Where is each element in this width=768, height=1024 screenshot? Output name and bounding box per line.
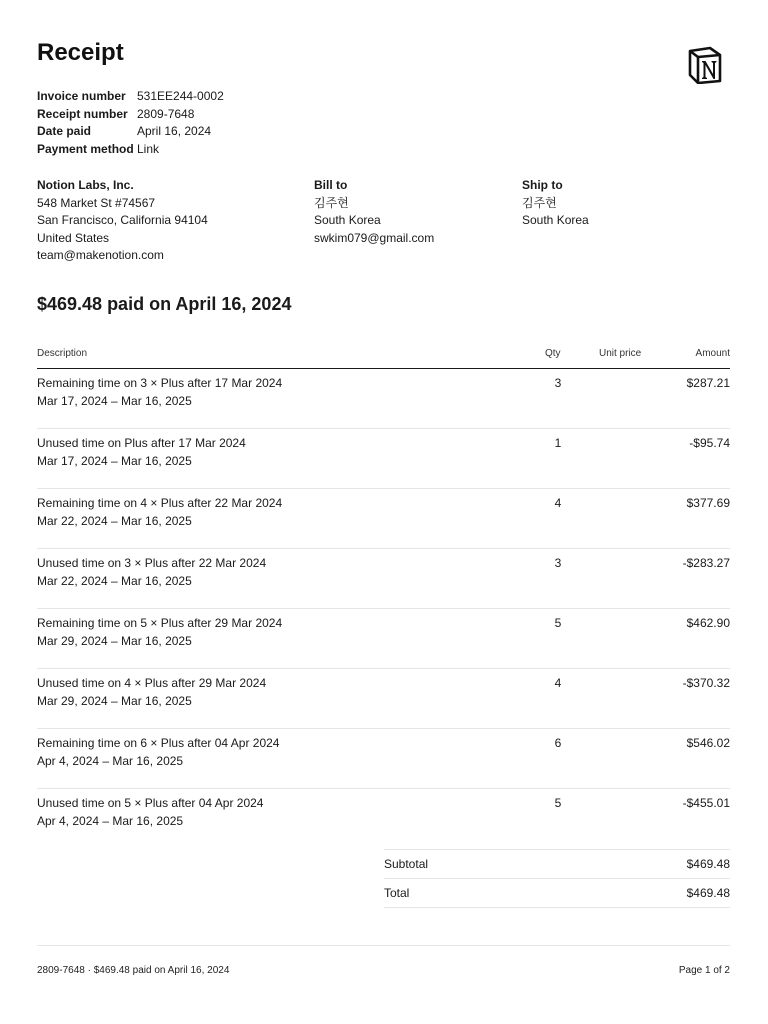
item-qty: 4	[554, 496, 562, 510]
receipt-meta	[37, 88, 224, 158]
item-amount: -$95.74	[689, 436, 730, 450]
meta-label: Receipt number	[37, 106, 128, 121]
item-amount: -$283.27	[682, 556, 730, 570]
item-title: Remaining time on 6 × Plus after 04 Apr 2024	[37, 736, 280, 750]
bill-to-heading: Bill to	[314, 178, 348, 192]
meta-row-date-paid	[37, 123, 224, 141]
item-amount: $377.69	[686, 496, 730, 510]
item-amount: -$455.01	[682, 796, 730, 810]
notion-logo-icon	[687, 46, 723, 84]
item-period: Apr 4, 2024 – Mar 16, 2025	[37, 753, 184, 768]
item-description	[37, 735, 279, 770]
address-line: San Francisco, California 94104	[37, 213, 208, 228]
table-row	[37, 728, 730, 788]
amount-paid-heading: $469.48 paid on April 16, 2024	[37, 294, 292, 314]
seller-email: team@makenotion.com	[37, 248, 164, 263]
table-row	[37, 548, 730, 608]
item-period: Apr 4, 2024 – Mar 16, 2025	[37, 813, 184, 828]
item-qty: 6	[554, 736, 562, 750]
table-row	[37, 428, 730, 488]
item-period: Mar 17, 2024 – Mar 16, 2025	[37, 453, 192, 468]
header-amount: Amount	[695, 348, 730, 359]
total-value: $469.48	[686, 886, 730, 900]
bill-to-email: swkim079@gmail.com	[314, 230, 435, 245]
item-period: Mar 29, 2024 – Mar 16, 2025	[37, 633, 192, 648]
footer-page-number: Page 1 of 2	[678, 965, 730, 976]
item-qty: 3	[554, 376, 562, 390]
item-title: Unused time on 5 × Plus after 04 Apr 2024	[37, 796, 264, 810]
item-amount: $546.02	[686, 736, 730, 750]
subtotal-label: Subtotal	[384, 857, 429, 871]
meta-value: 531EE244-0002	[137, 89, 224, 103]
item-period: Mar 29, 2024 – Mar 16, 2025	[37, 693, 192, 708]
item-period: Mar 17, 2024 – Mar 16, 2025	[37, 393, 192, 408]
meta-row-invoice	[37, 88, 224, 106]
meta-label: Payment method	[37, 141, 134, 156]
meta-value: Link	[137, 141, 160, 156]
header-qty: Qty	[545, 348, 561, 359]
meta-value: 2809-7648	[137, 106, 195, 121]
item-description	[37, 375, 282, 410]
total-label: Total	[384, 886, 410, 900]
totals-block	[384, 849, 730, 908]
table-row	[37, 668, 730, 728]
footer-divider	[37, 945, 730, 946]
item-title: Remaining time on 4 × Plus after 22 Mar 2024	[37, 496, 283, 510]
item-title: Unused time on 4 × Plus after 29 Mar 2024	[37, 676, 267, 690]
header-description: Description	[37, 348, 88, 359]
item-period: Mar 22, 2024 – Mar 16, 2025	[37, 573, 192, 588]
table-row	[37, 369, 730, 428]
seller-name: Notion Labs, Inc.	[37, 178, 134, 192]
bill-to-address	[314, 177, 434, 247]
line-items-table	[37, 340, 730, 848]
total-row	[384, 878, 730, 908]
seller-address	[37, 177, 208, 265]
address-line: 김주현	[314, 195, 349, 210]
item-title: Remaining time on 5 × Plus after 29 Mar 2024	[37, 616, 283, 630]
item-qty: 3	[554, 556, 562, 570]
item-amount: $287.21	[686, 376, 730, 390]
item-description	[37, 615, 282, 650]
item-qty: 4	[554, 676, 562, 690]
item-period: Mar 22, 2024 – Mar 16, 2025	[37, 513, 192, 528]
table-header	[37, 340, 730, 369]
meta-row-payment-method	[37, 141, 224, 159]
item-title: Unused time on Plus after 17 Mar 2024	[37, 436, 246, 450]
address-line: 김주현	[522, 195, 557, 210]
footer-summary: 2809-7648 · $469.48 paid on April 16, 2024	[37, 965, 230, 976]
address-line: South Korea	[522, 213, 589, 228]
item-amount: -$370.32	[682, 676, 730, 690]
item-qty: 5	[554, 796, 562, 810]
meta-label: Date paid	[37, 124, 92, 139]
table-row	[37, 488, 730, 548]
meta-row-receipt	[37, 106, 224, 124]
item-amount: $462.90	[686, 616, 730, 630]
table-row	[37, 788, 730, 848]
meta-label: Invoice number	[37, 89, 126, 103]
header-unit-price: Unit price	[599, 348, 642, 359]
item-description	[37, 795, 263, 830]
ship-to-heading: Ship to	[522, 178, 563, 192]
address-line: South Korea	[314, 213, 381, 228]
item-title: Unused time on 3 × Plus after 22 Mar 2024	[37, 556, 267, 570]
meta-value: April 16, 2024	[137, 124, 212, 139]
item-description	[37, 435, 246, 470]
item-description	[37, 555, 266, 590]
subtotal-row	[384, 849, 730, 878]
address-line: United States	[37, 230, 110, 245]
subtotal-value: $469.48	[686, 857, 730, 871]
item-qty: 1	[554, 436, 562, 450]
item-description	[37, 675, 266, 710]
table-body	[37, 369, 730, 848]
item-title: Remaining time on 3 × Plus after 17 Mar 2024	[37, 376, 283, 390]
table-row	[37, 608, 730, 668]
ship-to-address	[522, 177, 589, 230]
item-qty: 5	[554, 616, 562, 630]
item-description	[37, 495, 282, 530]
address-line: 548 Market St #74567	[37, 195, 156, 210]
page-title: Receipt	[37, 39, 124, 66]
